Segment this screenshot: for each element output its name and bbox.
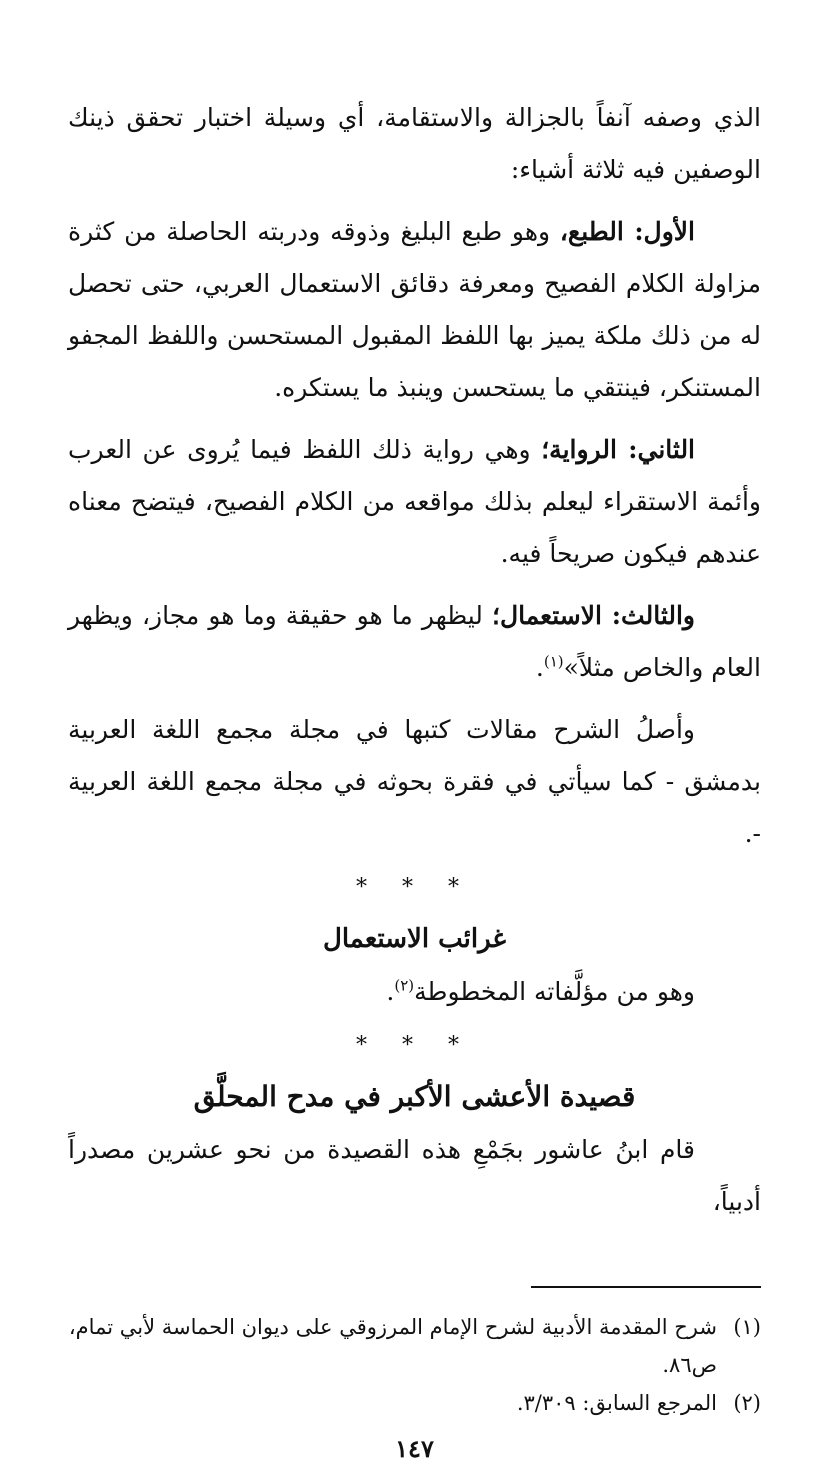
paragraph-first-thing	[68, 206, 761, 414]
footnote-2-number: (٢)	[733, 1391, 761, 1415]
section-title-qasida: قصيدة الأعشى الأكبر في مدح المحلَّق	[193, 1080, 636, 1113]
paragraph-intro-text: الذي وصفه آنفاً بالجزالة والاستقامة، أي وسيلة اختبار تحقق ذينك الوصفين فيه ثلاثة أشياء:	[68, 103, 761, 184]
footnote-divider	[531, 1286, 761, 1288]
term-second: الثاني: الرواية؛	[541, 435, 696, 464]
paragraph-intro	[68, 92, 761, 196]
paragraph-origin-text: وأصلُ الشرح مقالات كتبها في مجلة مجمع اللغة العربية بدمشق - كما سيأتي في فقرة بحوثه في مجلة مجمع اللغة العربية -.	[68, 715, 761, 848]
paragraph-third-end: .	[535, 653, 544, 682]
term-first: الأول: الطبع،	[559, 217, 695, 246]
footnote-1-text: شرح المقدمة الأدبية لشرح الإمام المرزوقي على ديوان الحماسة لأبي تمام، ص٨٦.	[68, 1315, 717, 1377]
footnote-1-number: (١)	[733, 1315, 761, 1339]
footnote-ref-2[interactable]: (٢)	[394, 976, 415, 995]
term-third: والثالث: الاستعمال؛	[492, 601, 695, 630]
paragraph-second-text: وهي رواية ذلك اللفظ فيما يُروى عن العرب وأئمة الاستقراء ليعلم بذلك مواقعه من الكلام الفصيح، فيتضح معناه عندهم فيكون صريحاً فيه.	[68, 435, 761, 568]
footnote-2	[68, 1384, 761, 1422]
footnote-divider-wrap	[68, 1286, 761, 1288]
section-title-gharaib: غرائب الاستعمال	[322, 924, 507, 954]
paragraph-origin	[68, 704, 761, 860]
page-number: ١٤٧	[395, 1434, 434, 1463]
paragraph-first-text: وهو طبع البليغ وذوقه ودربته الحاصلة من كثرة مزاولة الكلام الفصيح ومعرفة دقائق الاستعمال العربي، حتى تحصل له من ذلك ملكة يميز بها اللفظ المقبول المستحسن واللفظ المجفو المستنكر، فينتقي ما يستحسن وينبذ ما يستكره.	[68, 217, 761, 402]
paragraph-third-thing	[68, 590, 761, 694]
paragraph-gharaib-text: وهو من مؤلَّفاته المخطوطة	[414, 977, 695, 1006]
paragraph-qasida	[68, 1124, 761, 1228]
section-separator-2: * * *	[356, 1033, 473, 1058]
paragraph-second-thing	[68, 424, 761, 580]
paragraph-qasida-text: قام ابنُ عاشور بجَمْعِ هذه القصيدة من نحو عشرين مصدراً أدبياً،	[68, 1135, 761, 1216]
footnote-1	[68, 1308, 761, 1384]
paragraph-gharaib	[68, 966, 761, 1018]
footnote-ref-1[interactable]: (١)	[543, 652, 564, 671]
footnote-2-text: المرجع السابق: ٣/٣٠٩.	[516, 1391, 717, 1415]
section-separator: * * *	[356, 875, 473, 900]
paragraph-gharaib-end: .	[386, 977, 395, 1006]
paragraph-third-text: ليظهر ما هو حقيقة وما هو مجاز، ويظهر العام والخاص مثلاً»	[68, 601, 761, 682]
